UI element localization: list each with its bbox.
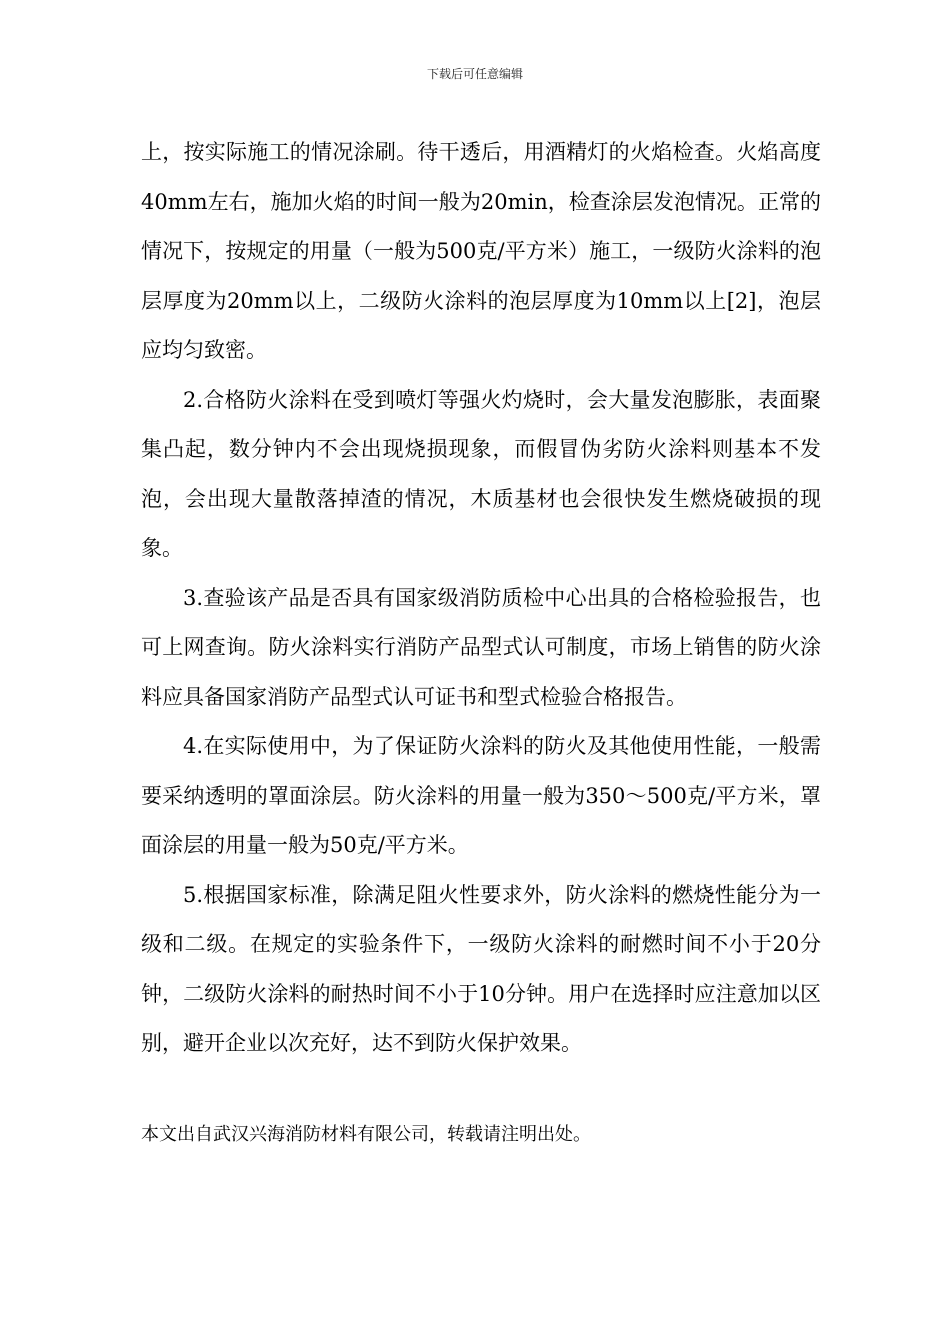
paragraph-item-4: 4.在实际使用中，为了保证防火涂料的防火及其他使用性能，一般需要采纳透明的罩面涂层。防火涂料的用量一般为350～500克/平方米，罩面涂层的用量一般为50克/平方米。: [141, 734, 821, 857]
paragraph-item-2: 2.合格防火涂料在受到喷灯等强火灼烧时，会大量发泡膨胀，表面聚集凸起，数分钟内不会出现烧损现象，而假冒伪劣防火涂料则基本不发泡，会出现大量散落掉渣的情况，木质基材也会很快发生燃烧破损的现象。: [141, 387, 821, 560]
paragraph-item-5: 5.根据国家标准，除满足阻火性要求外，防火涂料的燃烧性能分为一级和二级。在规定的实验条件下，一级防火涂料的耐燃时间不小于20分钟，二级防火涂料的耐热时间不小于10分钟。用户在选择时应注意加以区别，避开企业以次充好，达不到防火保护效果。: [141, 882, 821, 1055]
page-header-note: 下载后可任意编辑: [426, 67, 523, 81]
paragraph-continuation: 上，按实际施工的情况涂刷。待干透后，用酒精灯的火焰检查。火焰高度40mm左右，施加火焰的时间一般为20min，检查涂层发泡情况。正常的情况下，按规定的用量（一般为500克/平方米）施工，一级防火涂料的泡层厚度为20mm以上，二级防火涂料的泡层厚度为10mm以上[2]，泡层应均匀致密。: [141, 140, 821, 362]
document-body: [141, 128, 821, 1069]
source-attribution: 本文出自武汉兴海消防材料有限公司，转载请注明出处。: [141, 1124, 591, 1145]
paragraph-item-3: 3.查验该产品是否具有国家级消防质检中心出具的合格检验报告，也可上网查询。防火涂料实行消防产品型式认可制度，市场上销售的防火涂料应具备国家消防产品型式认可证书和型式检验合格报告。: [141, 585, 821, 709]
